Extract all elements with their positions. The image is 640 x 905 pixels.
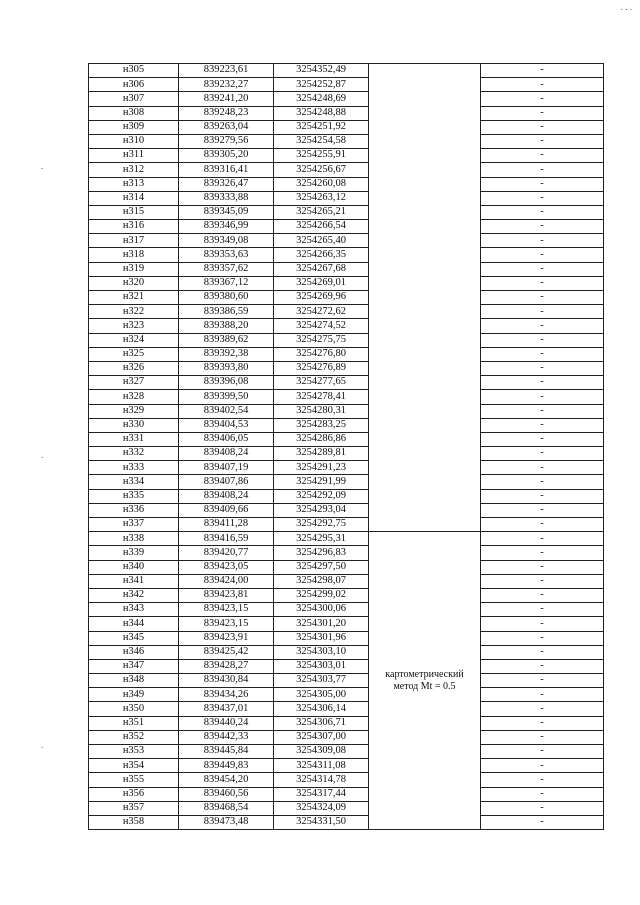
x-coordinate-cell: 839428,27: [179, 659, 274, 673]
x-coordinate-cell: 839454,20: [179, 773, 274, 787]
point-name-cell: н357: [89, 801, 179, 815]
table-row: [89, 617, 604, 631]
table-row: [89, 489, 604, 503]
point-name-cell: н355: [89, 773, 179, 787]
y-coordinate-cell: 3254248,88: [274, 106, 369, 120]
table-row: [89, 659, 604, 673]
point-name-cell: н313: [89, 177, 179, 191]
x-coordinate-cell: 839241,20: [179, 92, 274, 106]
table-row: [89, 773, 604, 787]
method-text-line2: метод Mt = 0.5: [393, 680, 456, 692]
y-coordinate-cell: 3254303,77: [274, 674, 369, 688]
table-row: [89, 220, 604, 234]
point-name-cell: н310: [89, 134, 179, 148]
x-coordinate-cell: 839333,88: [179, 191, 274, 205]
table-row: [89, 390, 604, 404]
table-row: [89, 688, 604, 702]
extra-cell: -: [481, 390, 604, 404]
x-coordinate-cell: 839424,00: [179, 574, 274, 588]
y-coordinate-cell: 3254314,78: [274, 773, 369, 787]
y-coordinate-cell: 3254311,08: [274, 759, 369, 773]
x-coordinate-cell: 839434,26: [179, 688, 274, 702]
x-coordinate-cell: 839406,05: [179, 432, 274, 446]
table-row: [89, 149, 604, 163]
extra-cell: -: [481, 404, 604, 418]
x-coordinate-cell: 839423,15: [179, 617, 274, 631]
extra-cell: -: [481, 276, 604, 290]
point-name-cell: н318: [89, 248, 179, 262]
table-row: [89, 177, 604, 191]
x-coordinate-cell: 839468,54: [179, 801, 274, 815]
y-coordinate-cell: 3254331,50: [274, 815, 369, 829]
extra-cell: -: [481, 688, 604, 702]
extra-cell: -: [481, 489, 604, 503]
point-name-cell: н333: [89, 461, 179, 475]
point-name-cell: н332: [89, 447, 179, 461]
y-coordinate-cell: 3254317,44: [274, 787, 369, 801]
point-name-cell: н337: [89, 518, 179, 532]
point-name-cell: н340: [89, 560, 179, 574]
x-coordinate-cell: 839393,80: [179, 361, 274, 375]
point-name-cell: н341: [89, 574, 179, 588]
point-name-cell: н334: [89, 475, 179, 489]
table-row: [89, 801, 604, 815]
extra-cell: -: [481, 588, 604, 602]
point-name-cell: н319: [89, 262, 179, 276]
x-coordinate-cell: 839388,20: [179, 319, 274, 333]
point-name-cell: н350: [89, 702, 179, 716]
table-row: [89, 78, 604, 92]
y-coordinate-cell: 3254303,01: [274, 659, 369, 673]
table-row: [89, 588, 604, 602]
y-coordinate-cell: 3254307,00: [274, 730, 369, 744]
y-coordinate-cell: 3254292,09: [274, 489, 369, 503]
table-row: [89, 716, 604, 730]
point-name-cell: н342: [89, 588, 179, 602]
extra-cell: -: [481, 163, 604, 177]
extra-cell: -: [481, 177, 604, 191]
point-name-cell: н305: [89, 64, 179, 78]
extra-cell: -: [481, 191, 604, 205]
y-coordinate-cell: 3254269,96: [274, 291, 369, 305]
x-coordinate-cell: 839223,61: [179, 64, 274, 78]
table-row: [89, 376, 604, 390]
x-coordinate-cell: 839420,77: [179, 546, 274, 560]
table-row: [89, 262, 604, 276]
table-row: [89, 276, 604, 290]
extra-cell: -: [481, 759, 604, 773]
table-row: [89, 645, 604, 659]
y-coordinate-cell: 3254265,40: [274, 234, 369, 248]
point-name-cell: н352: [89, 730, 179, 744]
table-row: [89, 134, 604, 148]
x-coordinate-cell: 839263,04: [179, 120, 274, 134]
x-coordinate-cell: 839367,12: [179, 276, 274, 290]
extra-cell: -: [481, 134, 604, 148]
point-name-cell: н347: [89, 659, 179, 673]
table-row: [89, 291, 604, 305]
x-coordinate-cell: 839316,41: [179, 163, 274, 177]
point-name-cell: н335: [89, 489, 179, 503]
table-row: [89, 248, 604, 262]
table-row: [89, 702, 604, 716]
x-coordinate-cell: 839423,15: [179, 603, 274, 617]
y-coordinate-cell: 3254276,89: [274, 361, 369, 375]
extra-cell: -: [481, 447, 604, 461]
table-row: [89, 603, 604, 617]
table-row: [89, 730, 604, 744]
point-name-cell: н339: [89, 546, 179, 560]
y-coordinate-cell: 3254296,83: [274, 546, 369, 560]
point-name-cell: н351: [89, 716, 179, 730]
point-name-cell: н343: [89, 603, 179, 617]
table-row: [89, 234, 604, 248]
table-row: [89, 347, 604, 361]
table-row: [89, 759, 604, 773]
table-row: [89, 191, 604, 205]
table-row: [89, 532, 604, 546]
x-coordinate-cell: 839409,66: [179, 503, 274, 517]
extra-cell: -: [481, 645, 604, 659]
extra-cell: -: [481, 432, 604, 446]
x-coordinate-cell: 839389,62: [179, 333, 274, 347]
x-coordinate-cell: 839380,60: [179, 291, 274, 305]
x-coordinate-cell: 839425,42: [179, 645, 274, 659]
x-coordinate-cell: 839345,09: [179, 205, 274, 219]
margin-dot: .: [41, 740, 44, 750]
extra-cell: -: [481, 361, 604, 375]
table-row: [89, 333, 604, 347]
table-row: [89, 319, 604, 333]
x-coordinate-cell: 839353,63: [179, 248, 274, 262]
table-row: [89, 475, 604, 489]
extra-cell: -: [481, 745, 604, 759]
extra-cell: -: [481, 333, 604, 347]
point-name-cell: н329: [89, 404, 179, 418]
y-coordinate-cell: 3254299,02: [274, 588, 369, 602]
table-row: [89, 92, 604, 106]
point-name-cell: н327: [89, 376, 179, 390]
x-coordinate-cell: 839430,84: [179, 674, 274, 688]
extra-cell: -: [481, 532, 604, 546]
point-name-cell: н323: [89, 319, 179, 333]
y-coordinate-cell: 3254266,35: [274, 248, 369, 262]
extra-cell: -: [481, 106, 604, 120]
extra-cell: -: [481, 546, 604, 560]
table-row: [89, 361, 604, 375]
point-name-cell: н358: [89, 815, 179, 829]
y-coordinate-cell: 3254305,00: [274, 688, 369, 702]
x-coordinate-cell: 839408,24: [179, 489, 274, 503]
y-coordinate-cell: 3254274,52: [274, 319, 369, 333]
x-coordinate-cell: 839232,27: [179, 78, 274, 92]
margin-dot: .: [41, 450, 44, 460]
x-coordinate-cell: 839392,38: [179, 347, 274, 361]
extra-cell: -: [481, 291, 604, 305]
x-coordinate-cell: 839445,84: [179, 745, 274, 759]
point-name-cell: н320: [89, 276, 179, 290]
y-coordinate-cell: 3254301,96: [274, 631, 369, 645]
y-coordinate-cell: 3254293,04: [274, 503, 369, 517]
table-row: [89, 64, 604, 78]
y-coordinate-cell: 3254300,06: [274, 603, 369, 617]
y-coordinate-cell: 3254251,92: [274, 120, 369, 134]
point-name-cell: н311: [89, 149, 179, 163]
table-row: [89, 546, 604, 560]
point-name-cell: н328: [89, 390, 179, 404]
extra-cell: -: [481, 617, 604, 631]
y-coordinate-cell: 3254263,12: [274, 191, 369, 205]
x-coordinate-cell: 839411,28: [179, 518, 274, 532]
x-coordinate-cell: 839423,81: [179, 588, 274, 602]
y-coordinate-cell: 3254266,54: [274, 220, 369, 234]
y-coordinate-cell: 3254256,67: [274, 163, 369, 177]
table-row: [89, 418, 604, 432]
x-coordinate-cell: 839473,48: [179, 815, 274, 829]
y-coordinate-cell: 3254280,31: [274, 404, 369, 418]
extra-cell: -: [481, 376, 604, 390]
table-row: [89, 518, 604, 532]
extra-cell: -: [481, 560, 604, 574]
x-coordinate-cell: 839386,59: [179, 305, 274, 319]
y-coordinate-cell: 3254248,69: [274, 92, 369, 106]
y-coordinate-cell: 3254275,75: [274, 333, 369, 347]
table-row: [89, 163, 604, 177]
extra-cell: -: [481, 518, 604, 532]
y-coordinate-cell: 3254298,07: [274, 574, 369, 588]
point-name-cell: н325: [89, 347, 179, 361]
table-row: [89, 631, 604, 645]
margin-dot: .: [41, 161, 44, 171]
extra-cell: -: [481, 801, 604, 815]
coordinates-table-body: [89, 64, 604, 830]
point-name-cell: н309: [89, 120, 179, 134]
x-coordinate-cell: 839407,86: [179, 475, 274, 489]
y-coordinate-cell: 3254301,20: [274, 617, 369, 631]
point-name-cell: н316: [89, 220, 179, 234]
table-row: [89, 815, 604, 829]
table-row: [89, 305, 604, 319]
point-name-cell: н322: [89, 305, 179, 319]
y-coordinate-cell: 3254283,25: [274, 418, 369, 432]
y-coordinate-cell: 3254276,80: [274, 347, 369, 361]
x-coordinate-cell: 839349,08: [179, 234, 274, 248]
table-row: [89, 120, 604, 134]
extra-cell: -: [481, 475, 604, 489]
point-name-cell: н338: [89, 532, 179, 546]
extra-cell: -: [481, 716, 604, 730]
method-text-line1: картометрический: [385, 669, 464, 681]
y-coordinate-cell: 3254269,01: [274, 276, 369, 290]
y-coordinate-cell: 3254255,91: [274, 149, 369, 163]
coordinates-table: [88, 63, 604, 830]
extra-cell: -: [481, 248, 604, 262]
x-coordinate-cell: 839449,83: [179, 759, 274, 773]
table-row: [89, 674, 604, 688]
extra-cell: -: [481, 702, 604, 716]
point-name-cell: н330: [89, 418, 179, 432]
y-coordinate-cell: 3254324,09: [274, 801, 369, 815]
extra-cell: -: [481, 674, 604, 688]
point-name-cell: н308: [89, 106, 179, 120]
y-coordinate-cell: 3254309,08: [274, 745, 369, 759]
extra-cell: -: [481, 64, 604, 78]
extra-cell: -: [481, 730, 604, 744]
extra-cell: -: [481, 319, 604, 333]
table-row: [89, 404, 604, 418]
extra-cell: -: [481, 773, 604, 787]
extra-cell: -: [481, 503, 604, 517]
table-row: [89, 745, 604, 759]
point-name-cell: н321: [89, 291, 179, 305]
table-row: [89, 787, 604, 801]
y-coordinate-cell: 3254267,68: [274, 262, 369, 276]
y-coordinate-cell: 3254265,21: [274, 205, 369, 219]
y-coordinate-cell: 3254306,71: [274, 716, 369, 730]
x-coordinate-cell: 839357,62: [179, 262, 274, 276]
extra-cell: -: [481, 234, 604, 248]
table-row: [89, 205, 604, 219]
method-cell-empty: [369, 64, 481, 532]
x-coordinate-cell: 839326,47: [179, 177, 274, 191]
method-cell: [369, 532, 481, 830]
table-row: [89, 461, 604, 475]
y-coordinate-cell: 3254254,58: [274, 134, 369, 148]
extra-cell: -: [481, 305, 604, 319]
y-coordinate-cell: 3254352,49: [274, 64, 369, 78]
extra-cell: -: [481, 815, 604, 829]
x-coordinate-cell: 839423,05: [179, 560, 274, 574]
point-name-cell: н344: [89, 617, 179, 631]
y-coordinate-cell: 3254286,86: [274, 432, 369, 446]
point-name-cell: н356: [89, 787, 179, 801]
extra-cell: -: [481, 220, 604, 234]
point-name-cell: н331: [89, 432, 179, 446]
x-coordinate-cell: 839305,20: [179, 149, 274, 163]
y-coordinate-cell: 3254306,14: [274, 702, 369, 716]
table-row: [89, 574, 604, 588]
x-coordinate-cell: 839346,99: [179, 220, 274, 234]
extra-cell: -: [481, 149, 604, 163]
y-coordinate-cell: 3254260,08: [274, 177, 369, 191]
point-name-cell: н324: [89, 333, 179, 347]
y-coordinate-cell: 3254277,65: [274, 376, 369, 390]
corner-mark: . . .: [620, 2, 632, 12]
extra-cell: -: [481, 418, 604, 432]
table-row: [89, 560, 604, 574]
x-coordinate-cell: 839423,91: [179, 631, 274, 645]
extra-cell: -: [481, 120, 604, 134]
extra-cell: -: [481, 574, 604, 588]
x-coordinate-cell: 839442,33: [179, 730, 274, 744]
table-row: [89, 106, 604, 120]
x-coordinate-cell: 839440,24: [179, 716, 274, 730]
x-coordinate-cell: 839404,53: [179, 418, 274, 432]
y-coordinate-cell: 3254291,23: [274, 461, 369, 475]
point-name-cell: н346: [89, 645, 179, 659]
point-name-cell: н314: [89, 191, 179, 205]
x-coordinate-cell: 839416,59: [179, 532, 274, 546]
extra-cell: -: [481, 347, 604, 361]
table-row: [89, 432, 604, 446]
extra-cell: -: [481, 205, 604, 219]
extra-cell: -: [481, 603, 604, 617]
x-coordinate-cell: 839407,19: [179, 461, 274, 475]
extra-cell: -: [481, 461, 604, 475]
y-coordinate-cell: 3254297,50: [274, 560, 369, 574]
point-name-cell: н349: [89, 688, 179, 702]
extra-cell: -: [481, 659, 604, 673]
extra-cell: -: [481, 631, 604, 645]
point-name-cell: н326: [89, 361, 179, 375]
y-coordinate-cell: 3254272,62: [274, 305, 369, 319]
extra-cell: -: [481, 92, 604, 106]
y-coordinate-cell: 3254303,10: [274, 645, 369, 659]
x-coordinate-cell: 839279,56: [179, 134, 274, 148]
extra-cell: -: [481, 78, 604, 92]
point-name-cell: н306: [89, 78, 179, 92]
x-coordinate-cell: 839437,01: [179, 702, 274, 716]
x-coordinate-cell: 839402,54: [179, 404, 274, 418]
point-name-cell: н312: [89, 163, 179, 177]
y-coordinate-cell: 3254289,81: [274, 447, 369, 461]
point-name-cell: н336: [89, 503, 179, 517]
point-name-cell: н307: [89, 92, 179, 106]
point-name-cell: н317: [89, 234, 179, 248]
point-name-cell: н348: [89, 674, 179, 688]
extra-cell: -: [481, 787, 604, 801]
x-coordinate-cell: 839248,23: [179, 106, 274, 120]
y-coordinate-cell: 3254295,31: [274, 532, 369, 546]
y-coordinate-cell: 3254292,75: [274, 518, 369, 532]
x-coordinate-cell: 839408,24: [179, 447, 274, 461]
x-coordinate-cell: 839460,56: [179, 787, 274, 801]
y-coordinate-cell: 3254291,99: [274, 475, 369, 489]
point-name-cell: н354: [89, 759, 179, 773]
table-row: [89, 447, 604, 461]
point-name-cell: н353: [89, 745, 179, 759]
y-coordinate-cell: 3254278,41: [274, 390, 369, 404]
y-coordinate-cell: 3254252,87: [274, 78, 369, 92]
point-name-cell: н315: [89, 205, 179, 219]
extra-cell: -: [481, 262, 604, 276]
x-coordinate-cell: 839399,50: [179, 390, 274, 404]
point-name-cell: н345: [89, 631, 179, 645]
table-row: [89, 503, 604, 517]
x-coordinate-cell: 839396,08: [179, 376, 274, 390]
